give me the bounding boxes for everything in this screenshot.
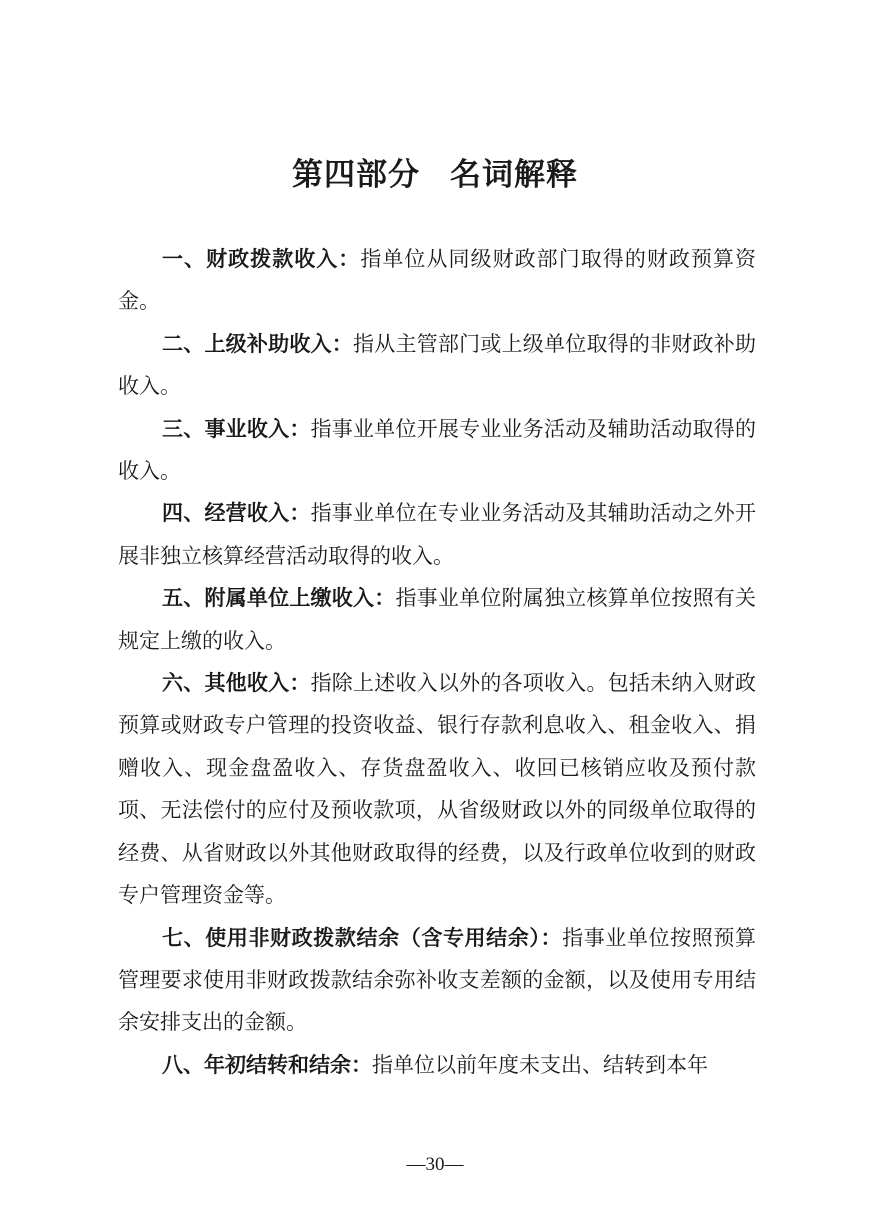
definitions-list — [118, 238, 756, 1086]
definition-term: 四、经营收入： — [162, 501, 311, 526]
definition-text: 指除上述收入以外的各项收入。包括未纳入财政预算或财政专户管理的投资收益、银行存款利息收入、租金收入、捐赠收入、现金盘盈收入、存货盘盈收入、收回已核销应收及预付款项、无法偿付的应付及预收款项，从省级财政以外的同级单位取得的经费、从省财政以外其他财政取得的经费，以及行政单位收到的财政专户管理资金等。 — [118, 671, 757, 908]
definition-text: 指从主管部门或上级单位取得的非财政补助收入。 — [118, 331, 756, 399]
definition-paragraph — [118, 238, 756, 323]
definition-term: 八、年初结转和结余： — [162, 1052, 372, 1077]
definition-text: 指事业单位开展专业业务活动及辅助活动取得的收入。 — [118, 416, 757, 484]
definition-paragraph — [118, 323, 756, 408]
definition-term: 三、事业收入： — [162, 416, 311, 441]
definition-term: 六、其他收入： — [162, 671, 311, 696]
definition-paragraph — [118, 917, 756, 1044]
page-title — [0, 150, 870, 200]
definition-paragraph — [118, 662, 756, 916]
page-number: —30— — [406, 1154, 464, 1175]
definition-term: 七、使用非财政拨款结余（含专用结余）： — [162, 925, 563, 950]
definition-text: 指事业单位按照预算管理要求使用非财政拨款结余弥补收支差额的金额，以及使用专用结余安排支出的金额。 — [118, 925, 756, 1035]
definition-paragraph — [118, 1044, 756, 1086]
definition-paragraph — [118, 577, 756, 662]
definition-term: 一、财政拨款收入： — [162, 247, 361, 271]
definition-term: 五、附属单位上缴收入： — [162, 586, 396, 611]
title-part: 第四部分 — [292, 157, 420, 193]
definition-text: 指事业单位在专业业务活动及其辅助活动之外开展非独立核算经营活动取得的收入。 — [118, 501, 757, 568]
definition-text: 指单位从同级财政部门取得的财政预算资金。 — [118, 247, 757, 314]
definition-paragraph — [118, 492, 756, 577]
definition-term: 二、上级补助收入： — [162, 331, 353, 356]
definition-text: 指事业单位附属独立核算单位按照有关规定上缴的收入。 — [118, 586, 757, 653]
definition-text: 指单位以前年度未支出、结转到本年 — [372, 1052, 708, 1077]
definition-paragraph — [118, 408, 756, 493]
title-name: 名词解释 — [450, 157, 578, 193]
